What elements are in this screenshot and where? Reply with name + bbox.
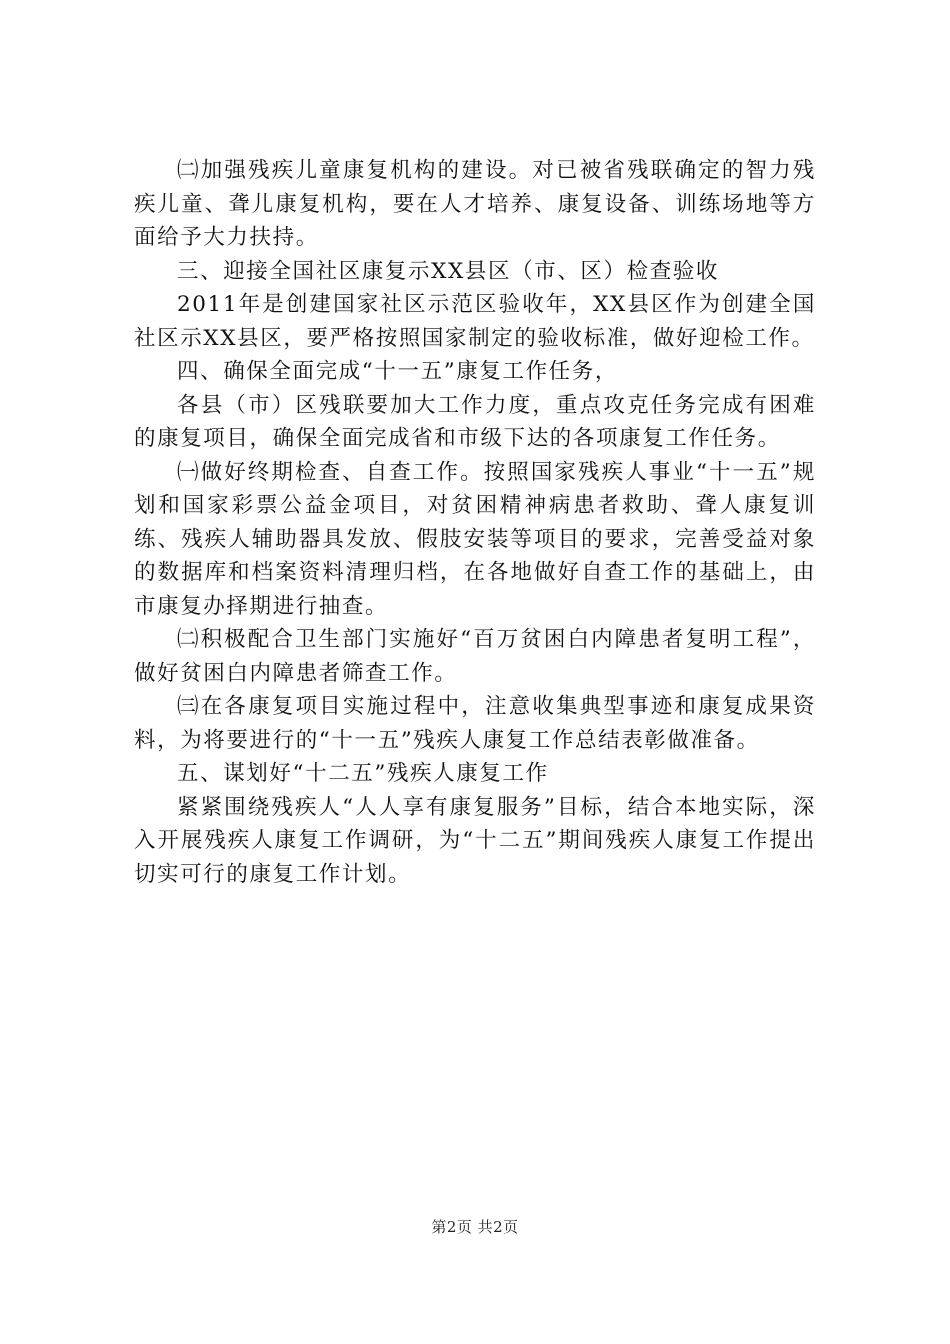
paragraph-acceptance-year: 2011年是创建国家社区示范区验收年，XX县区作为创建全国社区示XX县区，要严格按照国家制定的验收标准，做好迎检工作。 (134, 292, 816, 351)
document-body (134, 154, 816, 891)
paragraph-twelfth-five-plan: 紧紧围绕残疾人“人人享有康复服务”目标，结合本地实际，深入开展残疾人康复工作调研，为“十二五”期间残疾人康复工作提出切实可行的康复工作计划。 (134, 794, 816, 887)
page-number-footer: 第2页 共2页 (431, 1218, 519, 1236)
paragraph-county-efforts: 各县（市）区残联要加大工作力度，重点攻克任务完成有困难的康复项目，确保全面完成省和市级下达的各项康复工作任务。 (134, 392, 816, 451)
paragraph-strengthen-child-rehab-institutions: ㈡加强残疾儿童康复机构的建设。对已被省残联确定的智力残疾儿童、聋儿康复机构，要在人才培养、康复设备、训练场地等方面给予大力扶持。 (134, 158, 816, 250)
paragraph-final-inspection: ㈠做好终期检查、自查工作。按照国家残疾人事业“十一五”规划和国家彩票公益金项目，对贫困精神病患者救助、聋人康复训练、残疾人辅助器具发放、假肢安装等项目的要求，完善受益对象的数据库和档案资料清理归档，在各地做好自查工作的基础上，由市康复办择期进行抽查。 (134, 459, 816, 619)
heading-section-four: 四、确保全面完成“十一五”康复工作任务， (177, 359, 618, 384)
heading-section-five: 五、谋划好“十二五”残疾人康复工作 (177, 761, 549, 786)
paragraph-collect-materials: ㈢在各康复项目实施过程中，注意收集典型事迹和康复成果资料，为将要进行的“十一五”残疾人康复工作总结表彰做准备。 (134, 694, 816, 753)
heading-section-three: 三、迎接全国社区康复示XX县区（市、区）检查验收 (177, 258, 720, 284)
paragraph-cataract-project: ㈡积极配合卫生部门实施好“百万贫困白内障患者复明工程”，做好贫困白内障患者筛查工作。 (134, 627, 816, 686)
